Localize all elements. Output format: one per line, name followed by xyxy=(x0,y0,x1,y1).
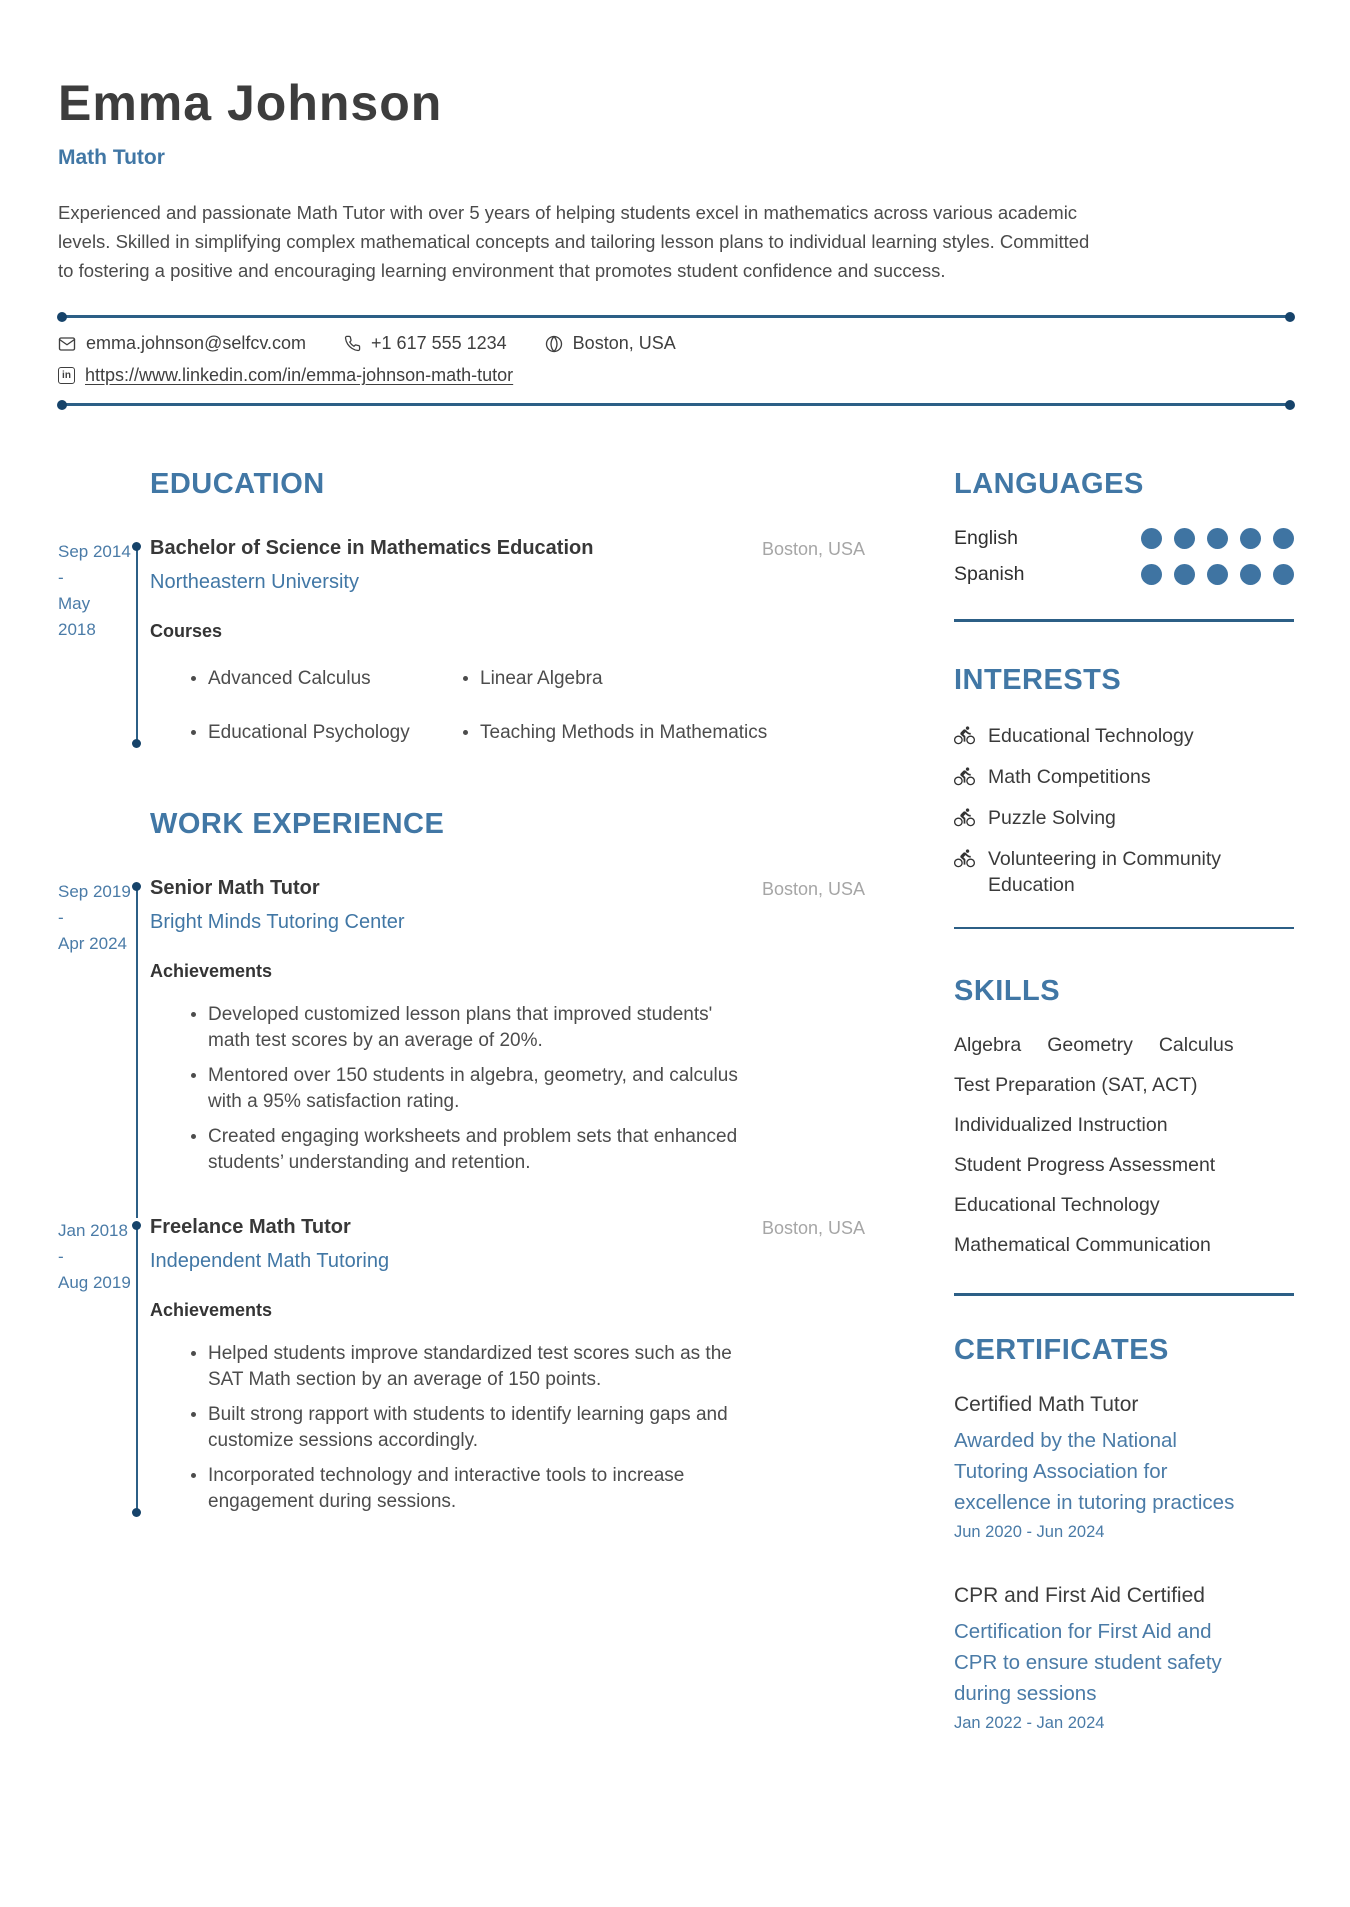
certificates-list xyxy=(954,1393,1294,1733)
linkedin-link[interactable]: https://www.linkedin.com/in/emma-johnson-math-tutor xyxy=(85,365,514,385)
skill-item: Individualized Instruction xyxy=(954,1114,1168,1136)
contact-location xyxy=(545,333,676,354)
job-position: Freelance Math Tutor xyxy=(150,1216,351,1238)
date-from: Sep 2019 xyxy=(58,882,131,901)
language-level-dot xyxy=(1141,528,1162,549)
interest-label: Math Competitions xyxy=(988,765,1151,788)
hobby-bike-icon xyxy=(954,848,975,869)
profile-summary: Experienced and passionate Math Tutor with over 5 years of helping students excel in mathematics across various academic levels. Skilled in simplifying complex mathematical concepts and tailoring lesson plans to individual learning styles. Committed to fostering a positive and encouraging learning environment that promotes student confidence and success. xyxy=(58,202,1090,281)
language-level-dot xyxy=(1240,564,1261,585)
contact-linkedin[interactable] xyxy=(58,365,513,386)
certificates-heading: CERTIFICATES xyxy=(954,1333,1169,1366)
contact-phone xyxy=(344,333,507,354)
language-row xyxy=(954,563,1294,586)
interest-item xyxy=(954,723,1294,749)
education-dates xyxy=(58,537,132,746)
contact-block xyxy=(58,333,1294,386)
date-to: Aug 2019 xyxy=(58,1273,131,1292)
skills-list xyxy=(954,1034,1294,1257)
job-location: Boston, USA xyxy=(761,879,865,899)
language-level-dot xyxy=(1273,564,1294,585)
company-name: Independent Math Tutoring xyxy=(150,1250,390,1272)
work-entry-2 xyxy=(58,1216,865,1515)
language-level-dot xyxy=(1207,528,1228,549)
languages-section xyxy=(954,468,1294,619)
course-item: Educational Psychology xyxy=(190,720,462,746)
linkedin-icon xyxy=(58,367,75,384)
work-entry-1 xyxy=(58,877,865,1176)
interests-heading: INTERESTS xyxy=(954,663,1122,696)
languages-list xyxy=(954,527,1294,586)
company-name: Bright Minds Tutoring Center xyxy=(150,911,405,933)
work-2-title-row xyxy=(150,1216,865,1239)
certificate-dates: Jan 2022 - Jan 2024 xyxy=(954,1713,1105,1732)
degree-title: Bachelor of Science in Mathematics Education xyxy=(150,537,594,559)
hobby-bike-icon xyxy=(954,725,975,746)
education-entry-content xyxy=(150,537,865,746)
skill-item: Mathematical Communication xyxy=(954,1234,1211,1256)
work-1-content xyxy=(150,877,865,1176)
achievement-item: Helped students improve standardized test scores such as the SAT Math section by an average of 150 points. xyxy=(190,1341,738,1393)
skill-item: Educational Technology xyxy=(954,1194,1160,1216)
language-level xyxy=(1141,528,1294,549)
education-location: Boston, USA xyxy=(761,539,865,559)
language-name: Spanish xyxy=(954,563,1025,585)
date-from: Jan 2018 xyxy=(58,1221,128,1240)
resume-body xyxy=(58,468,1294,1775)
education-section xyxy=(58,468,865,746)
language-level xyxy=(1141,564,1294,585)
course-item: Teaching Methods in Mathematics xyxy=(462,720,865,746)
work-section xyxy=(58,808,865,1515)
certificate-description: Awarded by the National Tutoring Association for excellence in tutoring practices xyxy=(954,1428,1235,1514)
certificate-description: Certification for First Aid and CPR to ensure student safety during sessions xyxy=(954,1619,1222,1705)
education-title-row xyxy=(150,537,865,560)
main-column xyxy=(58,468,865,1515)
certificate-item xyxy=(954,1393,1294,1542)
globe-icon xyxy=(545,335,563,353)
date-to: Apr 2024 xyxy=(58,934,127,953)
achievements-list xyxy=(190,1002,738,1176)
achievements-label: Achievements xyxy=(150,1300,273,1320)
job-location: Boston, USA xyxy=(761,1218,865,1238)
date-from: Sep 2014 xyxy=(58,542,131,561)
skill-item: Calculus xyxy=(1158,1034,1234,1056)
timeline xyxy=(132,1216,150,1515)
phone-text: +1 617 555 1234 xyxy=(371,333,507,353)
interest-label: Educational Technology xyxy=(988,724,1194,747)
interest-label: Puzzle Solving xyxy=(988,806,1116,829)
sidebar xyxy=(954,468,1294,1775)
course-item: Advanced Calculus xyxy=(190,666,462,692)
skills-heading: SKILLS xyxy=(954,975,1061,1007)
course-item: Linear Algebra xyxy=(462,666,865,692)
skill-item: Student Progress Assessment xyxy=(954,1154,1216,1176)
date-to: May 2018 xyxy=(58,594,96,639)
work-1-dates xyxy=(58,877,132,1176)
education-entry xyxy=(58,537,865,746)
achievement-item: Built strong rapport with students to identify learning gaps and customize sessions accordingly. xyxy=(190,1402,738,1454)
school-name: Northeastern University xyxy=(150,571,359,593)
work-heading: WORK EXPERIENCE xyxy=(150,808,445,840)
job-position: Senior Math Tutor xyxy=(150,877,320,899)
hobby-bike-icon xyxy=(954,766,975,787)
skills-section xyxy=(954,929,1294,1293)
timeline-end-dot xyxy=(132,1508,141,1517)
language-level-dot xyxy=(1174,564,1195,585)
job-title: Math Tutor xyxy=(58,146,165,169)
email-icon xyxy=(58,335,76,353)
language-level-dot xyxy=(1240,528,1261,549)
interest-item xyxy=(954,764,1294,790)
certificate-dates: Jun 2020 - Jun 2024 xyxy=(954,1522,1105,1541)
certificate-item xyxy=(954,1584,1294,1733)
certificate-title: CPR and First Aid Certified xyxy=(954,1583,1205,1607)
date-separator: - xyxy=(58,1247,64,1266)
language-level-dot xyxy=(1174,528,1195,549)
skill-item: Geometry xyxy=(1047,1034,1133,1056)
divider-contact-bottom xyxy=(58,403,1294,406)
hobby-bike-icon xyxy=(954,807,975,828)
skill-item: Test Preparation (SAT, ACT) xyxy=(954,1074,1198,1096)
achievement-item: Created engaging worksheets and problem sets that enhanced students’ understanding and retention. xyxy=(190,1124,738,1176)
person-name: Emma Johnson xyxy=(58,75,443,131)
certificates-section xyxy=(954,1296,1294,1733)
skill-item: Algebra xyxy=(954,1034,1022,1056)
work-2-content xyxy=(150,1216,865,1515)
achievement-item: Mentored over 150 students in algebra, geometry, and calculus with a 95% satisfaction rating. xyxy=(190,1063,738,1115)
phone-icon xyxy=(344,335,361,352)
contact-row-1 xyxy=(58,333,1294,354)
date-separator: - xyxy=(58,568,64,587)
achievements-label: Achievements xyxy=(150,961,273,981)
timeline xyxy=(132,537,150,746)
work-1-title-row xyxy=(150,877,865,900)
language-row xyxy=(954,527,1294,550)
contact-row-2 xyxy=(58,365,1294,386)
achievement-item: Developed customized lesson plans that improved students' math test scores by an average of 20%. xyxy=(190,1002,738,1054)
language-level-dot xyxy=(1273,528,1294,549)
language-level-dot xyxy=(1141,564,1162,585)
certificate-title: Certified Math Tutor xyxy=(954,1392,1139,1416)
interests-section xyxy=(954,622,1294,927)
location-text: Boston, USA xyxy=(572,333,676,353)
interest-item xyxy=(954,805,1294,831)
courses-label: Courses xyxy=(150,621,223,641)
date-separator: - xyxy=(58,908,64,927)
timeline xyxy=(132,877,150,1176)
education-heading: EDUCATION xyxy=(150,468,325,500)
email-text: emma.johnson@selfcv.com xyxy=(86,333,307,353)
language-level-dot xyxy=(1207,564,1228,585)
language-name: English xyxy=(954,527,1018,549)
achievement-item: Incorporated technology and interactive tools to increase engagement during sessions. xyxy=(190,1463,738,1515)
interests-list xyxy=(954,723,1294,898)
resume-header xyxy=(58,74,1294,285)
work-2-dates xyxy=(58,1216,132,1515)
interest-item xyxy=(954,846,1294,898)
contact-email[interactable] xyxy=(58,333,306,354)
courses-list xyxy=(190,666,865,746)
timeline-end-dot xyxy=(132,739,141,748)
languages-heading: LANGUAGES xyxy=(954,468,1144,500)
achievements-list xyxy=(190,1341,738,1515)
divider-top xyxy=(58,315,1294,318)
interest-label: Volunteering in Community Education xyxy=(988,847,1222,896)
